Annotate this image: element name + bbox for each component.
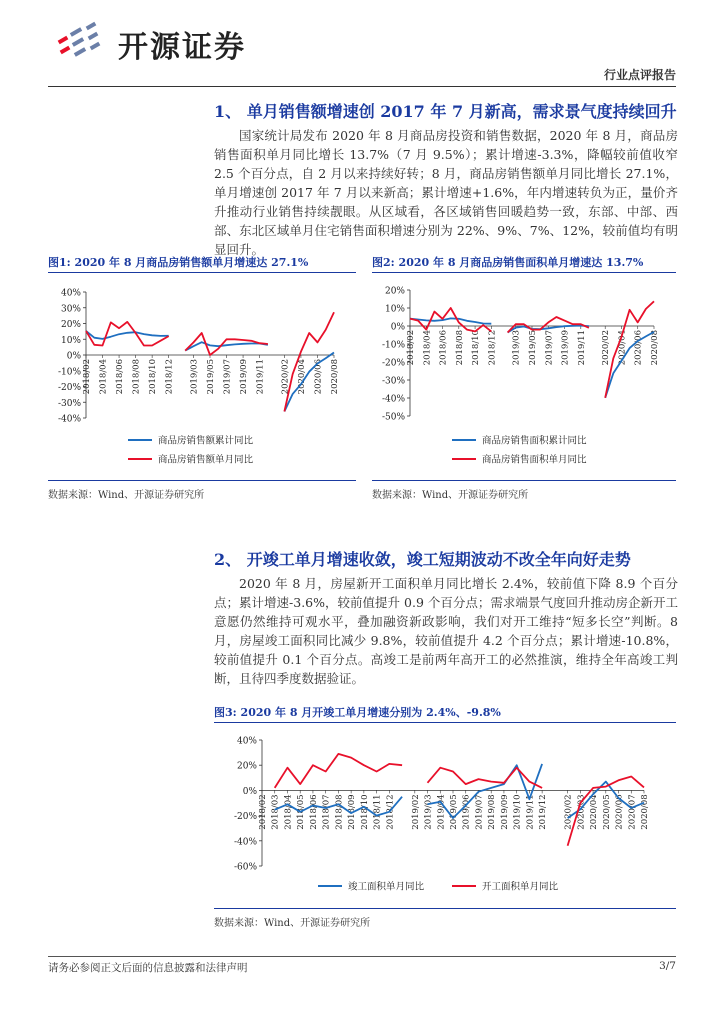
figure-3-source: 数据来源：Wind、开源证券研究所 [214, 918, 371, 929]
x-tick-label: 2018/02 [82, 359, 92, 395]
x-tick-label: 2019/07 [544, 330, 555, 366]
figure-2-source: 数据来源：Wind、开源证券研究所 [372, 490, 529, 501]
y-tick-label: -50% [381, 412, 405, 423]
y-tick-label: 40% [60, 288, 81, 299]
x-tick-label: 2019/07 [222, 359, 233, 395]
x-tick-label: 2019/12 [538, 794, 549, 830]
y-tick-label: 10% [60, 335, 81, 346]
y-tick-label: -60% [233, 862, 257, 873]
x-tick-label: 2019/08 [487, 794, 498, 830]
figure-1-rule [48, 272, 356, 273]
y-tick-label: -40% [233, 837, 257, 848]
x-tick-label: 2020/06 [633, 330, 644, 366]
y-tick-label: 10% [384, 304, 405, 315]
figure-3-chart [214, 726, 676, 906]
x-tick-label: 2020/08 [330, 359, 340, 395]
x-tick-label: 2020/04 [296, 359, 307, 395]
figure-3-rule [214, 722, 676, 723]
x-tick-label: 2020/02 [280, 359, 291, 395]
x-tick-label: 2019/02 [410, 794, 421, 830]
x-tick-label: 2018/02 [406, 330, 416, 366]
y-tick-label: 20% [384, 286, 405, 297]
section-2-paragraph: 2020 年 8 月，房屋新开工面积单月同比增长 2.4%，较前值下降 8.9 个百分点；累计增速-3.6%，较前值提升 0.9 个百分点；需求端景气度回升推动房企新开工意愿仍然维持可观水平，叠加融资新政影响，我们对开工维持“短多长空”判断。8 月，房屋竣工面积同比减少 9.8%，较前值提升 4.2 个百分点；累计增速-10.8%，较前值提升 0.1 个百分点。高竣工是前两年高开工的必然推演，维持全年高竣工判断，且待四季度数据验证。 [214, 576, 678, 686]
x-tick-label: 2018/07 [321, 794, 332, 830]
figure-2-chart [372, 276, 676, 476]
y-tick-label: -30% [381, 376, 405, 387]
y-tick-label: -30% [57, 398, 81, 409]
x-tick-label: 2019/03 [189, 359, 200, 395]
y-tick-label: 0% [390, 322, 405, 333]
brand-logo-icon [54, 18, 112, 62]
x-tick-label: 2018/10 [471, 330, 482, 366]
legend-label: 竣工面积单月同比 [348, 881, 425, 893]
x-tick-label: 2019/11 [255, 359, 266, 395]
section-2-title: 2、 开竣工单月增速收敛，竣工短期波动不改全年向好走势 [214, 550, 631, 569]
figure-1-source: 数据来源：Wind、开源证券研究所 [48, 490, 205, 501]
x-tick-label: 2018/12 [487, 330, 498, 366]
y-tick-label: 20% [60, 320, 81, 330]
x-tick-label: 2018/06 [438, 330, 449, 366]
legend-label: 开工面积单月同比 [482, 881, 559, 893]
footer-disclaimer: 请务必参阅正文后面的信息披露和法律声明 [48, 962, 248, 974]
figure-3-title: 图3: 2020 年 8 月开竣工单月增速分别为 2.4%、-9.8% [214, 706, 501, 719]
legend-label: 商品房销售额单月同比 [158, 454, 254, 466]
section-1-title: 1、 单月销售额增速创 2017 年 7 月新高，需求景气度持续回升 [214, 102, 677, 121]
y-tick-label: -40% [57, 414, 81, 425]
x-tick-label: 2018/09 [347, 794, 358, 830]
brand-name: 开源证券 [118, 30, 246, 65]
x-tick-label: 2020/06 [614, 794, 625, 830]
x-tick-label: 2018/08 [454, 330, 465, 366]
figure-1-chart [48, 276, 356, 476]
x-tick-label: 2018/12 [385, 794, 396, 830]
section-1-paragraph: 国家统计局发布 2020 年 8 月商品房投资和销售数据，2020 年 8 月，商品房销售面积单月同比增长 13.7%（7 月 9.5%）；累计增速-3.3%，降幅较前值收窄 2.5 个百分点，自 2 月以来持续好转；8 月，商品房销售额单月同比增长 27.1%，单月增速创 2017 年 7 月以来新高；累计增速+1.6%，年内增速转负为正，量价齐升推动行业销售持续靓眼。从区域看，各区域销售回暖趋势一致，东部、中部、西部、东北区域单月住宅销售面积增速分别为 22%、9%、7%、12%，较前值均有明显回升。 [214, 128, 678, 257]
x-tick-label: 2019/11 [576, 330, 587, 366]
y-tick-label: -20% [381, 358, 405, 369]
x-tick-label: 2018/08 [334, 794, 345, 830]
legend-label: 商品房销售面积累计同比 [482, 435, 587, 447]
x-tick-label: 2020/08 [650, 330, 660, 366]
x-tick-label: 2018/12 [164, 359, 175, 395]
y-tick-label: 30% [60, 304, 81, 315]
y-tick-label: 40% [236, 736, 257, 747]
x-tick-label: 2019/05 [449, 794, 459, 830]
x-tick-label: 2020/03 [576, 794, 587, 830]
x-tick-label: 2019/03 [511, 330, 522, 366]
x-tick-label: 2019/03 [423, 794, 434, 830]
figure-1-title: 图1: 2020 年 8 月商品房销售额单月增速达 27.1% [48, 256, 309, 269]
x-tick-label: 2019/07 [474, 794, 485, 830]
x-tick-label: 2020/07 [627, 794, 638, 830]
x-tick-label: 2018/10 [359, 794, 370, 830]
legend-label: 商品房销售面积单月同比 [482, 454, 587, 466]
x-tick-label: 2018/06 [308, 794, 319, 830]
y-tick-label: -10% [57, 367, 81, 378]
x-tick-label: 2019/11 [525, 794, 536, 830]
footer-divider [48, 956, 676, 957]
x-tick-label: 2019/09 [239, 359, 250, 395]
y-tick-label: 0% [66, 351, 81, 362]
x-tick-label: 2018/04 [98, 359, 109, 395]
x-tick-label: 2019/06 [461, 794, 472, 830]
y-tick-label: -40% [381, 394, 405, 405]
x-tick-label: 2019/05 [528, 330, 538, 366]
x-tick-label: 2020/02 [563, 794, 574, 830]
x-tick-label: 2018/03 [270, 794, 281, 830]
x-tick-label: 2019/10 [512, 794, 523, 830]
x-tick-label: 2020/02 [601, 330, 612, 366]
page-number: 3/7 [659, 960, 676, 972]
x-tick-label: 2019/05 [206, 359, 216, 395]
x-tick-label: 2019/09 [560, 330, 571, 366]
x-tick-label: 2018/04 [283, 794, 294, 830]
y-tick-label: 20% [236, 761, 257, 772]
x-tick-label: 2018/10 [148, 359, 159, 395]
header-divider [48, 86, 676, 87]
y-tick-label: -10% [381, 340, 405, 351]
x-tick-label: 2020/04 [617, 330, 628, 366]
figure-2-rule [372, 272, 676, 273]
y-tick-label: 0% [242, 786, 257, 797]
figure-2-bottom-rule [372, 480, 676, 481]
x-tick-label: 2018/08 [131, 359, 142, 395]
x-tick-label: 2020/04 [589, 794, 600, 830]
x-tick-label: 2019/04 [436, 794, 447, 830]
x-tick-label: 2020/05 [601, 794, 612, 830]
x-tick-label: 2018/06 [115, 359, 126, 395]
legend-label: 商品房销售额累计同比 [158, 435, 254, 447]
x-tick-label: 2020/06 [313, 359, 324, 395]
x-tick-label: 2018/04 [422, 330, 433, 366]
x-tick-label: 2018/05 [296, 794, 307, 830]
report-type-label: 行业点评报告 [603, 68, 676, 82]
figure-2-title: 图2: 2020 年 8 月商品房销售面积单月增速达 13.7% [372, 256, 644, 269]
x-tick-label: 2018/02 [258, 794, 268, 830]
y-tick-label: -20% [233, 812, 257, 823]
figure-1-bottom-rule [48, 480, 356, 481]
x-tick-label: 2018/11 [372, 794, 383, 830]
x-tick-label: 2019/09 [499, 794, 510, 830]
y-tick-label: -20% [57, 383, 81, 393]
x-tick-label: 2020/08 [640, 794, 650, 830]
figure-3-bottom-rule [214, 908, 676, 909]
